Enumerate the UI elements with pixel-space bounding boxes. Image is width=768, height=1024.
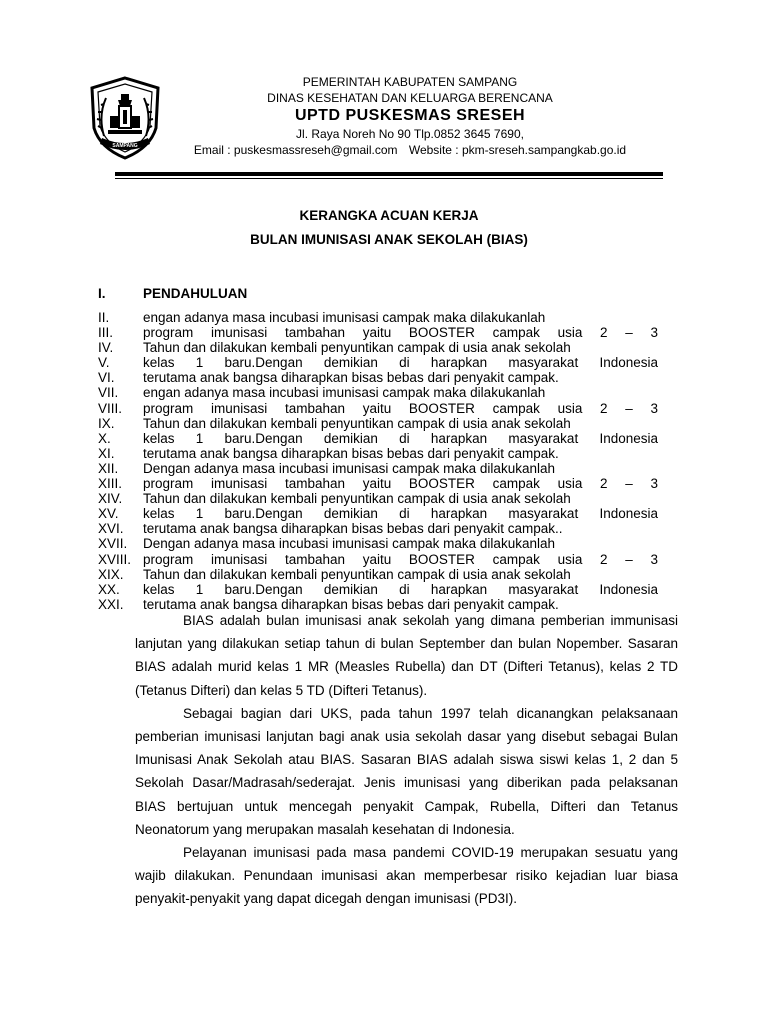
list-item (98, 521, 658, 536)
list-item-text: kelas 1 baru.Dengan demikian di harapkan masyarakat Indonesia (143, 581, 658, 597)
list-item-number: X. (98, 430, 111, 446)
svg-text:SAMPANG: SAMPANG (112, 143, 138, 149)
section-title: PENDAHULUAN (143, 286, 248, 301)
list-item-text: program imunisasi tambahan yaitu BOOSTER campak usia 2 – 3 (143, 476, 658, 492)
list-item-number: XVII. (98, 536, 128, 552)
letterhead (165, 74, 655, 158)
government-name: PEMERINTAH KABUPATEN SAMPANG (302, 75, 518, 89)
paragraph-bias-history: Sebagai bagian dari UKS, pada tahun 1997 telah dicanangkan pelaksanaan pemberian imunisasi lanjutan bagi anak usia sekolah dasar yang disebut sebagai Bulan Imunisasi Anak Sekolah atau BIAS. Sasaran BIAS adalah siswa siswi kelas 1, 2 dan 5 Sekolah Dasar/Madrasah/sederajat. Jenis imunisasi yang diberikan pada pelaksanan BIAS bertujuan untuk mencegah penyakit Campak, Rubella, Difteri dan Tetanus Neonatorum yang merupakan masalah kesehatan di Indonesia. (135, 705, 678, 837)
document-title: KERANGKA ACUAN KERJA (299, 208, 479, 223)
institution-name: UPTD PUSKESMAS SRESEH (294, 107, 526, 124)
list-item-number: XI. (98, 445, 115, 461)
list-item-number: VII. (98, 385, 119, 401)
list-item (98, 431, 658, 446)
list-item (98, 385, 658, 400)
list-item (98, 536, 658, 551)
list-item-number: II. (98, 310, 110, 325)
section-number: I. (98, 286, 106, 301)
list-item-number: XX. (98, 581, 120, 597)
body-text (135, 609, 678, 911)
email-text: Email : puskesmassreseh@gmail.com (193, 143, 398, 157)
list-item-text: kelas 1 baru.Dengan demikian di harapkan masyarakat Indonesia (143, 430, 658, 446)
list-item (98, 401, 658, 416)
list-item-text: terutama anak bangsa diharapkan bisas bebas dari penyakit campak. (143, 370, 559, 386)
list-item (98, 506, 658, 521)
numbered-list (98, 310, 658, 612)
list-item (98, 446, 658, 461)
list-item-number: III. (98, 325, 114, 341)
list-item-text: terutama anak bangsa diharapkan bisas bebas dari penyakit campak. (143, 596, 559, 612)
list-item-text: Dengan adanya masa incubasi imunisasi campak maka dilakukanlah (143, 536, 555, 552)
list-item-number: IX. (98, 415, 115, 431)
list-item (98, 310, 658, 325)
list-item (98, 552, 658, 567)
list-item-text: program imunisasi tambahan yaitu BOOSTER campak usia 2 – 3 (143, 325, 658, 341)
list-item-text: Tahun dan dilakukan kembali penyuntikan campak di usia anak sekolah (143, 415, 571, 431)
list-item-text: Tahun dan dilakukan kembali penyuntikan campak di usia anak sekolah (143, 566, 571, 582)
list-item-text: Dengan adanya masa incubasi imunisasi campak maka dilakukanlah (143, 460, 555, 476)
list-item-text: terutama anak bangsa diharapkan bisas bebas dari penyakit campak.. (143, 521, 563, 537)
list-item-text: Tahun dan dilakukan kembali penyuntikan campak di usia anak sekolah (143, 491, 571, 507)
list-item-number: VIII. (98, 400, 123, 416)
list-item-number: XIV. (98, 491, 123, 507)
list-item-number: XIX. (98, 566, 124, 582)
list-item-number: XXI. (98, 596, 124, 612)
sampang-regency-emblem-icon (88, 76, 162, 160)
department-name: DINAS KESEHATAN DAN KELUARGA BERENCANA (267, 91, 553, 105)
list-item-text: terutama anak bangsa diharapkan bisas bebas dari penyakit campak. (143, 445, 559, 461)
list-item-number: XII. (98, 460, 119, 476)
list-item-text: engan adanya masa incubasi imunisasi campak maka dilakukanlah (143, 310, 546, 325)
list-item-text: program imunisasi tambahan yaitu BOOSTER campak usia 2 – 3 (143, 551, 658, 567)
list-item (98, 355, 658, 370)
list-item (98, 567, 658, 582)
paragraph-bias-definition: BIAS adalah bulan imunisasi anak sekolah yang dimana pemberian immunisasi lanjutan yang dilakukan setiap tahun di bulan September dan bulan Nopember. Sasaran BIAS adalah murid kelas 1 MR (Measles Rubella) dan DT (Difteri Tetanus), kelas 2 TD (Tetanus Difteri) dan kelas 5 TD (Difteri Tetanus). (135, 613, 678, 698)
list-item (98, 370, 658, 385)
contact-line (165, 142, 655, 158)
list-item-number: XV. (98, 506, 119, 522)
document-subtitle: BULAN IMUNISASI ANAK SEKOLAH (BIAS) (250, 232, 528, 247)
list-item-text: Tahun dan dilakukan kembali penyuntikan campak di usia anak sekolah (143, 340, 571, 356)
list-item-number: V. (98, 355, 110, 371)
paragraph-pandemic: Pelayanan imunisasi pada masa pandemi COVID-19 merupakan sesuatu yang wajib dilakukan. Penundaan imunisasi akan memperbesar risiko kejadian luar biasa penyakit-penyakit yang dapat dicegah dengan imunisasi (PD3I). (135, 845, 678, 907)
list-item-number: IV. (98, 340, 114, 356)
list-item-text: program imunisasi tambahan yaitu BOOSTER campak usia 2 – 3 (143, 400, 658, 416)
list-item (98, 476, 658, 491)
list-item (98, 582, 658, 597)
list-item (98, 491, 658, 506)
letterhead-divider-thick (115, 172, 663, 176)
list-item-number: XIII. (98, 476, 123, 492)
list-item (98, 461, 658, 476)
list-item (98, 325, 658, 340)
list-item-number: XVIII. (98, 551, 132, 567)
list-item (98, 340, 658, 355)
list-item (98, 416, 658, 431)
list-item-number: XVI. (98, 521, 124, 537)
address-line: Jl. Raya Noreh No 90 Tlp.0852 3645 7690, (296, 127, 524, 141)
letterhead-divider-thin (115, 178, 663, 179)
list-item-text: kelas 1 baru.Dengan demikian di harapkan masyarakat Indonesia (143, 506, 658, 522)
list-item-text: engan adanya masa incubasi imunisasi campak maka dilakukanlah (143, 385, 546, 401)
list-item-number: VI. (98, 370, 115, 386)
website-text: Website : pkm-sreseh.sampangkab.go.id (408, 143, 627, 157)
list-item-text: kelas 1 baru.Dengan demikian di harapkan masyarakat Indonesia (143, 355, 658, 371)
